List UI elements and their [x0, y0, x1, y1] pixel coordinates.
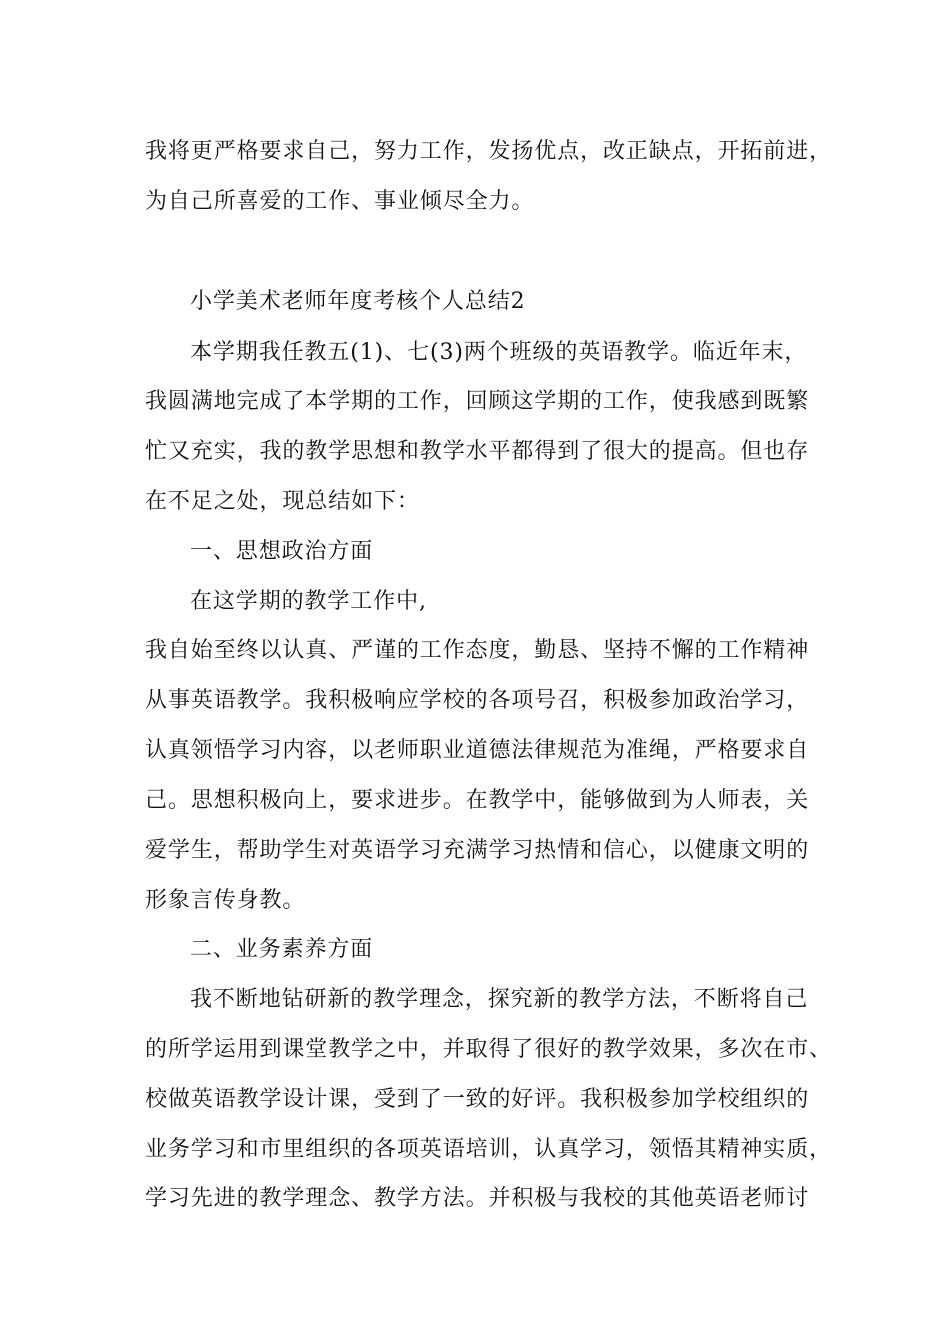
- subsection-heading: 二、业务素养方面: [190, 937, 374, 962]
- text-line: 的所学运用到课堂教学之中，并取得了很好的教学效果，多次在市、: [145, 1037, 833, 1062]
- text-line: 业务学习和市里组织的各项英语培训，认真学习，领悟其精神实质，: [145, 1137, 833, 1162]
- text-line: 我将更严格要求自己，努力工作，发扬优点，改正缺点，开拓前进，: [145, 139, 833, 164]
- text-line: 在这学期的教学工作中,: [190, 589, 427, 614]
- text-line: 为自己所喜爱的工作、事业倾尽全力。: [145, 189, 535, 214]
- text-line: 学习先进的教学理念、教学方法。并积极与我校的其他英语老师讨: [145, 1186, 810, 1211]
- text-line: 我不断地钻研新的教学理念，探究新的教学方法，不断将自己: [190, 987, 809, 1012]
- text-line: 形象言传身教。: [145, 888, 306, 913]
- text-line: 从事英语教学。我积极响应学校的各项号召，积极参加政治学习，: [145, 688, 810, 713]
- text-line: 校做英语教学设计课，受到了一致的好评。我积极参加学校组织的: [145, 1087, 810, 1112]
- text-line: 认真领悟学习内容，以老师职业道德法律规范为准绳，严格要求自: [145, 738, 810, 763]
- text-line: 我自始至终以认真、严谨的工作态度，勤恳、坚持不懈的工作精神: [145, 638, 810, 663]
- section-title: 小学美术老师年度考核个人总结2: [190, 289, 526, 314]
- text-line: 爱学生，帮助学生对英语学习充满学习热情和信心，以健康文明的: [145, 838, 810, 863]
- text-line: 我圆满地完成了本学期的工作，回顾这学期的工作，使我感到既繁: [145, 389, 810, 414]
- subsection-heading: 一、思想政治方面: [190, 539, 374, 564]
- text-line: 己。思想积极向上，要求进步。在教学中，能够做到为人师表，关: [145, 788, 810, 813]
- text-line: 本学期我任教五(1)、七(3)两个班级的英语教学。临近年末，: [190, 340, 808, 365]
- text-line: 忙又充实，我的教学思想和教学水平都得到了很大的提高。但也存: [145, 439, 810, 464]
- text-line: 在不足之处，现总结如下：: [145, 489, 420, 514]
